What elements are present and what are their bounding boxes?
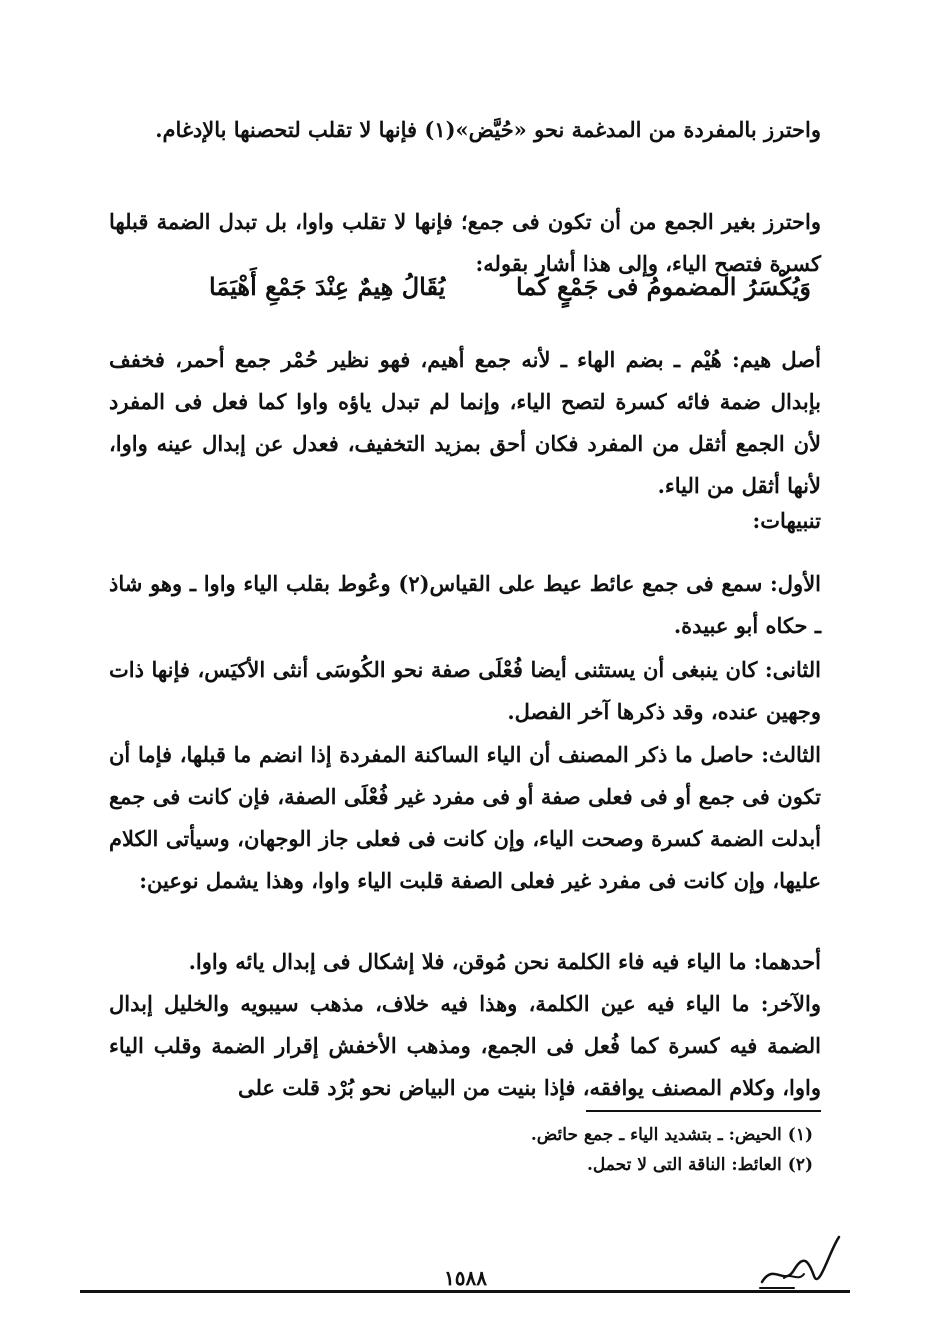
footnote-1-number: (١) <box>787 1125 813 1145</box>
paragraph-2: واحترز بغير الجمع من أن تكون فى جمع؛ فإنها لا تقلب واوا، بل تبدل الضمة قبلها كسرة فتصح الياء، وإلى هذا أشار بقوله: <box>109 209 821 276</box>
note-body-third: حاصل ما ذكر المصنف أن الياء الساكنة المفردة إذا انضم ما قبلها، فإما أن تكون فى جمع أو فى فعلى صفة أو فى مفرد غير فُعْلَى الصفة، فإن كانت فى جمع أبدلت الضمة كسرة وصحت الياء، وإن كانت فى فعلى جاز الوجهان، وسيأتى الكلام عليها، وإن كانت فى مفرد غير فعلى الصفة قلبت الياء واوا، وهذا يشمل نوعين: <box>109 742 821 893</box>
footnotes <box>113 1120 813 1180</box>
note-lead-third: الثالث: <box>761 742 821 767</box>
footnote-divider <box>586 1110 821 1112</box>
paragraph-note-first <box>109 563 821 647</box>
type-body-two: ما الياء فيه عين الكلمة، وهذا فيه خلاف، مذهب سيبويه والخليل إبدال الضمة فيه كسرة كما فُعل فى الجمع، ومذهب الأخفش إقرار الضمة وقلب الياء واوا، وكلام المصنف يوافقه، فإذا بنيت من البياض نحو بُرْد قلت على <box>109 991 821 1100</box>
page-number: ١٥٨٨ <box>444 1266 487 1290</box>
paragraph-type-two <box>109 983 821 1109</box>
page-bottom-rule <box>80 1290 850 1293</box>
note-lead-first: الأول: <box>770 571 822 596</box>
footnote-2 <box>113 1150 813 1180</box>
type-lead-one: أحدهما: <box>753 949 821 974</box>
note-body-second: كان ينبغى أن يستثنى أيضا فُعْلَى صفة نحو الكُوسَى أنثى الأكيَس، فإنها ذات وجهين عنده، وقد ذكرها آخر الفصل. <box>109 657 821 724</box>
paragraph-note-third <box>109 734 821 902</box>
paragraph-1: واحترز بالمفردة من المدغمة نحو «حُيَّض»(١) فإنها لا تقلب لتحصنها بالإدغام. <box>155 117 821 142</box>
paragraph-3: أصل هيم: هُيْم ـ بضم الهاء ـ لأنه جمع أهيم، فهو نظير حُمْر جمع أحمر، فخفف بإبدال ضمة فائه كسرة لتصح الياء، وإنما لم تبدل ياؤه واوا كما فعل فى المفرد لأن الجمع أثقل من المفرد فكان أحق بمزيد التخفيف، فعدل عن إبدال عينه واوا، لأنها أثقل من الياء. <box>109 347 821 498</box>
note-lead-second: الثانى: <box>764 657 821 682</box>
paragraph-type-one <box>109 941 821 983</box>
footnote-2-number: (٢) <box>787 1155 813 1175</box>
note-body-first: سمع فى جمع عائط عيط على القياس(٢) وعُوط بقلب الياء واوا ـ وهو شاذ ـ حكاه أبو عبيدة. <box>109 571 821 638</box>
footnote-2-text: العائط: الناقة التى لا تحمل. <box>586 1155 782 1175</box>
verse-second-hemistich: يُقَالُ هِيمٌ عِنْدَ جَمْعِ أَهْيَمَا <box>209 272 446 301</box>
poetic-verse <box>109 268 821 314</box>
type-lead-two: والآخر: <box>760 991 821 1016</box>
footnote-1 <box>113 1120 813 1150</box>
footnote-1-text: الحيض: ـ بتشديد الياء ـ جمع حائض. <box>530 1125 782 1145</box>
verse-first-hemistich: وَيُكْسَرُ المضمومُ فى جَمْعٍ كَما <box>516 272 811 301</box>
paragraph-note-second <box>109 649 821 733</box>
type-body-one: ما الياء فيه فاء الكلمة نحن مُوقن، فلا إشكال فى إبدال يائه واوا. <box>188 949 754 974</box>
notes-heading: تنبيهات: <box>752 508 821 533</box>
